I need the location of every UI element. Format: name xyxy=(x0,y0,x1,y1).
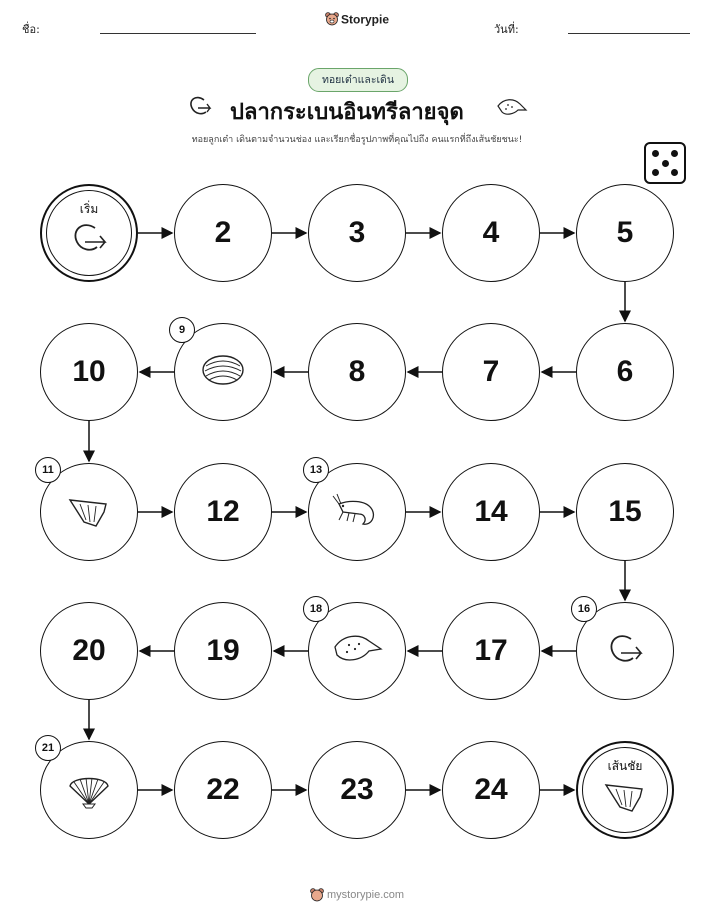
space-2[interactable] xyxy=(174,184,272,282)
space-23[interactable] xyxy=(308,741,406,839)
brand-name: Storypie xyxy=(340,12,389,27)
space-number: 20 xyxy=(72,634,106,667)
space-number: 5 xyxy=(616,216,634,249)
tail-icon xyxy=(67,220,111,264)
space-19[interactable] xyxy=(174,602,272,700)
ray-fin-icon xyxy=(602,777,648,821)
space-number: 6 xyxy=(616,355,634,388)
space-number: 23 xyxy=(340,773,374,806)
instructions: ทอยลูกเต๋า เดินตามจำนวนช่อง และเรียกชื่อรูปภาพที่คุณไปถึง คนแรกที่ถึงเส้นชัยชนะ! xyxy=(191,135,523,145)
clam-icon xyxy=(200,352,246,392)
space-24[interactable] xyxy=(442,741,540,839)
space-number: 2 xyxy=(214,216,232,249)
space-number-badge: 18 xyxy=(303,596,329,622)
start-label: เริ่ม xyxy=(79,202,99,216)
scallop-icon xyxy=(66,770,112,814)
space-number-badge: 13 xyxy=(303,457,329,483)
space-number: 22 xyxy=(206,773,240,806)
name-label: ชื่อ: xyxy=(22,23,40,36)
space-15[interactable] xyxy=(576,463,674,561)
space-number: 7 xyxy=(482,355,500,388)
space-number-badge: 16 xyxy=(571,596,597,622)
ray-fin-icon xyxy=(66,492,112,536)
space-number: 14 xyxy=(474,495,508,528)
space-number: 3 xyxy=(348,216,366,249)
shrimp-icon xyxy=(331,492,383,536)
tail-icon xyxy=(603,631,647,675)
space-number: 4 xyxy=(482,216,500,249)
space-17[interactable] xyxy=(442,602,540,700)
space-3[interactable] xyxy=(308,184,406,282)
space-5[interactable] xyxy=(576,184,674,282)
page-title: ปลากระเบนอินทรีลายจุด xyxy=(230,100,464,125)
space-7[interactable] xyxy=(442,323,540,421)
space-8[interactable] xyxy=(308,323,406,421)
space-number: 8 xyxy=(348,355,366,388)
space-number-badge: 9 xyxy=(169,317,195,343)
start-space[interactable] xyxy=(40,184,138,282)
finish-space[interactable] xyxy=(576,741,674,839)
space-4[interactable] xyxy=(442,184,540,282)
space-22[interactable] xyxy=(174,741,272,839)
space-14[interactable] xyxy=(442,463,540,561)
space-number: 10 xyxy=(72,355,106,388)
space-12[interactable] xyxy=(174,463,272,561)
date-label: วันที่: xyxy=(494,23,519,36)
bear-icon xyxy=(310,889,327,901)
space-number: 24 xyxy=(474,773,508,806)
space-10[interactable] xyxy=(40,323,138,421)
space-20[interactable] xyxy=(40,602,138,700)
game-type-badge: ทอยเต๋าและเดิน xyxy=(308,68,408,92)
space-number: 17 xyxy=(474,634,508,667)
space-number: 12 xyxy=(206,495,240,528)
space-number-badge: 21 xyxy=(35,735,61,761)
finish-label: เส้นชัย xyxy=(607,759,643,773)
ray-icon xyxy=(331,631,383,671)
space-number-badge: 11 xyxy=(35,457,61,483)
space-number: 19 xyxy=(206,634,240,667)
footer xyxy=(0,888,714,902)
space-number: 15 xyxy=(608,495,642,528)
space-6[interactable] xyxy=(576,323,674,421)
footer-site: mystorypie.com xyxy=(327,888,405,901)
